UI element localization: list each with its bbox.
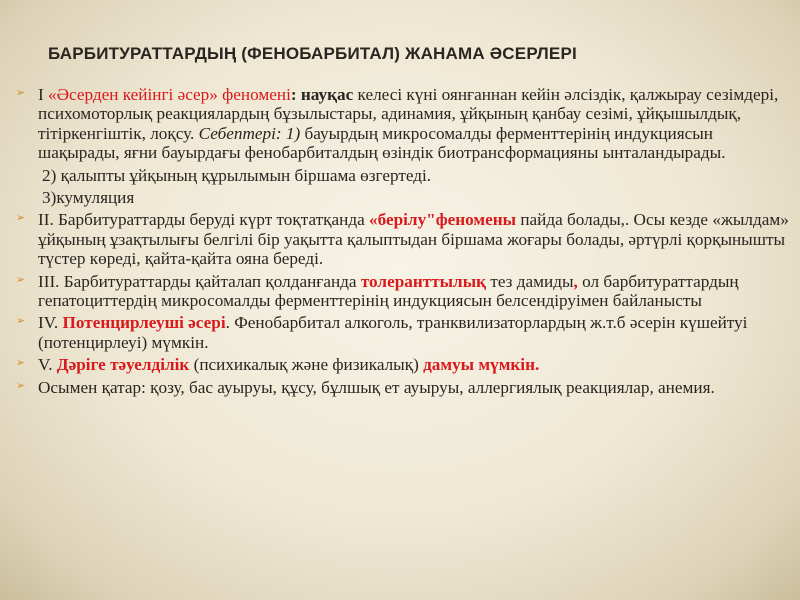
- slide-title: БАРБИТУРАТТАРДЫҢ (ФЕНОБАРБИТАЛ) ЖАНАМА ӘСЕРЛЕРІ: [48, 44, 577, 63]
- item-text: . Фенобарбитал алкоголь, транквилизаторлардың ж.т.б әсерін күшейтуі (потенцирлеуі) мүмкін.: [38, 313, 748, 352]
- highlight-term: толеранттылық: [360, 271, 487, 291]
- item-text: (психикалық және физикалық): [189, 355, 424, 375]
- arrow-bullet-icon: ➢: [16, 211, 26, 225]
- list-item-tolerance: [14, 272, 790, 311]
- arrow-bullet-icon: ➢: [16, 272, 26, 286]
- item-text: V.: [38, 355, 57, 375]
- highlight-term: «берілу"феномены: [369, 210, 517, 230]
- list-item-sleep-structure: [14, 166, 790, 185]
- slide-body: [14, 85, 790, 400]
- highlight-term: «Әсерден кейінгі әсер» феномені: [48, 85, 291, 104]
- list-item-dependence: [14, 355, 790, 374]
- arrow-bullet-icon: ➢: [16, 314, 26, 328]
- item-text: пайда болады,. Осы кезде «жылдам» ұйқының ұзақтылығы белгілі бір уақытта қалыптыдан біршама жоғары болады, әртүрлі қорқынышты түстер көреді, қайта-қайта ояна береді.: [38, 210, 789, 269]
- highlight-term: Потенцирлеуші әсері: [62, 313, 226, 333]
- list-item-aftereffect: [14, 85, 790, 163]
- highlight-term: Дәріге тәуелділік: [56, 355, 190, 375]
- item-text: тез дамиды: [486, 271, 574, 291]
- item-text: бауырдың микросомалды ферменттерінің индукциясын шақырады, яғни бауырдағы фенобарбиталдың өзіндік биотрансформацияны ынталандырады.: [38, 123, 726, 163]
- arrow-bullet-icon: ➢: [16, 86, 26, 99]
- item-text: ,: [573, 271, 578, 291]
- arrow-bullet-icon: ➢: [16, 378, 26, 392]
- highlight-term: дамуы мүмкін.: [423, 355, 540, 375]
- item-text: 3)кумуляция: [42, 188, 135, 208]
- item-text: 2) қалыпты ұйқының құрылымын біршама өзгертеді.: [42, 165, 432, 185]
- item-text: ол барбитураттардың гепатоциттердің микросомалды ферменттерінің индукциясын белсендіруімен байланысты: [38, 271, 739, 311]
- item-text: II. Барбитураттарды беруді күрт тоқтатқанда: [38, 210, 369, 230]
- item-text: III. Барбитураттарды қайталап қолданғанда: [38, 271, 361, 291]
- item-text: Осымен қатар: қозу, бас ауыруы, құсу, бұлшық ет ауыруы, аллергиялық реакциялар, анемия.: [38, 377, 715, 397]
- item-text: I: [38, 85, 49, 104]
- list-item-cumulation: [14, 188, 790, 207]
- list-item-potentiation: [14, 313, 790, 352]
- item-text: :: [290, 85, 297, 104]
- list-item-other-effects: [14, 378, 790, 397]
- item-text: науқас: [296, 85, 354, 104]
- causes-label: Себептері: 1): [198, 123, 301, 143]
- list-item-withdrawal: [14, 210, 790, 268]
- item-text: IV.: [38, 313, 63, 333]
- arrow-bullet-icon: ➢: [16, 356, 26, 370]
- item-text: келесі күні оянғаннан кейін әлсіздік, қалжырау сезімдері, психомоторлық реакциялардың бұзылыстары, адинамия, ұйқының қанбау сезімі, ұйқышылдық, тітіркенгіштік, лоқсу.: [38, 85, 779, 143]
